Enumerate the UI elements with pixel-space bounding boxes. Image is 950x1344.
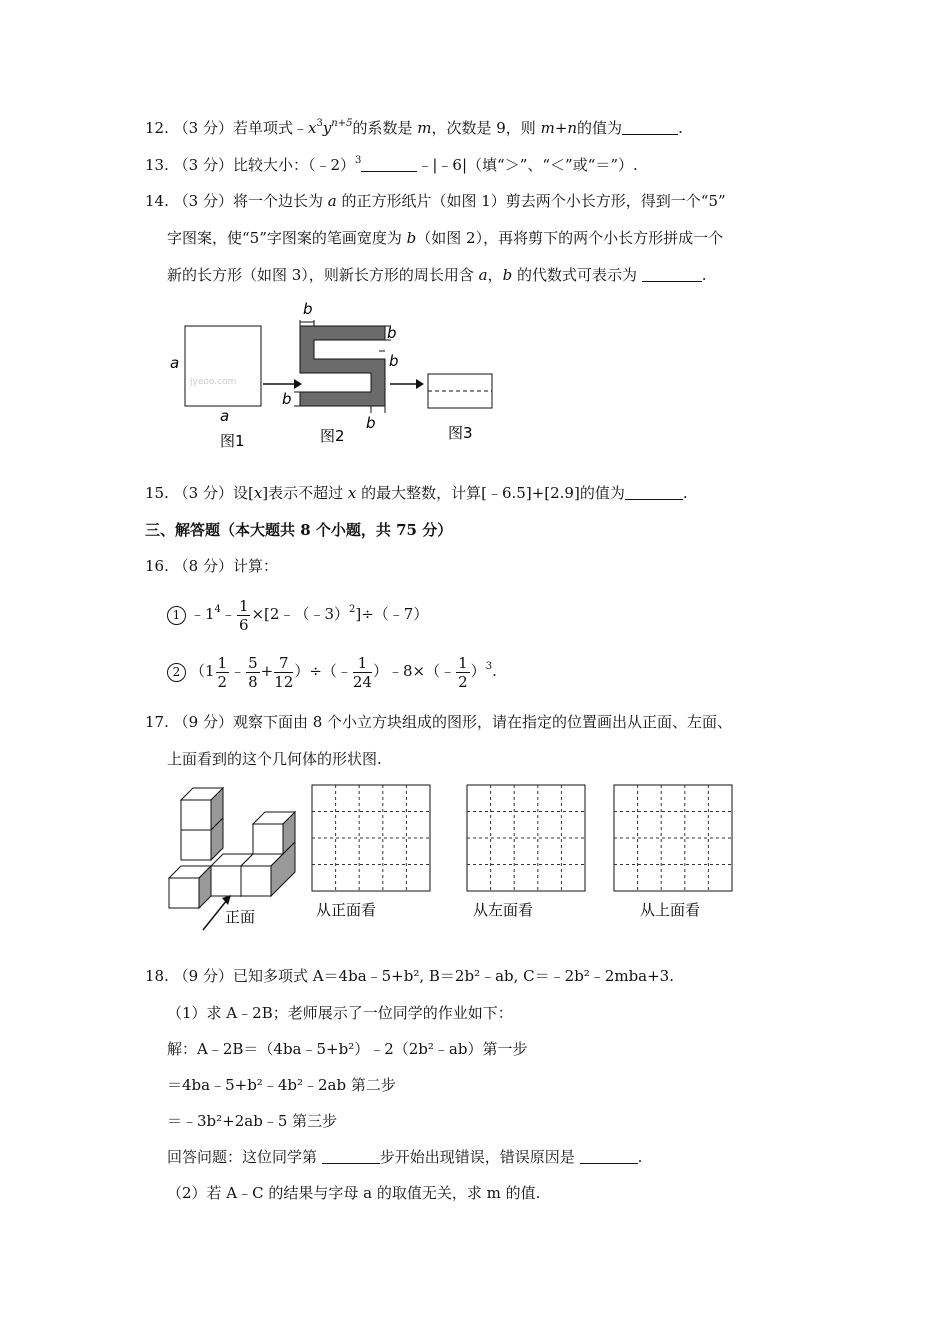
question-14-line-2: 字图案，使“5”字图案的笔画宽度为 b（如图 2），再将剪下的两个小长方形拼成一个 [167,229,724,247]
arrow-2-head [416,379,424,389]
label-b-bottom: b [366,414,376,432]
question-17-line-2: 上面看到的这个几何体的形状图. [167,750,382,768]
figure-2-caption: 图2 [320,427,345,445]
q16-part-2: 2 （1 $\frac{1}{2}$ ﹣ $\frac{5}{8}$ + $\frac{7}{12}$ ）÷（﹣ $\frac{1}{24}$ ）﹣8×（﹣ $\frac{1}{2}$ ）$^3$. [167,651,497,691]
question-17-line-1: 17. （9 分）观察下面由 8 个小立方块组成的图形，请在指定的位置画出从正面、左面、 [145,713,733,731]
section-3-heading: 三、解答题（本大题共 8 个小题，共 75 分） [145,521,453,539]
label-a-side: a [170,354,180,372]
view-grid-3[interactable] [614,785,732,891]
question-14-line-3: 新的长方形（如图 3），则新长方形的周长用含 a，b 的代数式可表示为 . [167,266,707,284]
label-a-bottom: a [220,407,230,425]
answer-blank[interactable] [642,267,702,282]
figure-1-caption: 图1 [220,432,245,450]
arrow-1-head [294,379,302,389]
q18-part-1: （1）求 A﹣2B；老师展示了一位同学的作业如下： [167,1004,513,1022]
left-view-label: 从左面看 [473,901,534,919]
label-b-top: b [303,300,313,318]
label-b-right-2: b [389,352,399,370]
fraction: $\frac{5}{8}$ [248,653,258,691]
front-arrow [203,900,227,930]
fraction: $\frac{1}{24}$ [352,653,372,691]
q16-part-1: 1 $﹣1^4﹣$ $\frac{1}{6}$ ×[2﹣（﹣3）$^2$]÷（﹣7） [167,594,428,634]
top-view-label: 从上面看 [640,901,701,919]
fraction: $\frac{7}{12}$ [274,653,294,691]
q18-step-2: ＝4ba﹣5+b²﹣4b²﹣2ab 第二步 [167,1076,396,1094]
view-grid-2[interactable] [467,785,585,891]
q18-step-1: 解：A﹣2B＝（4ba﹣5+b²）﹣2（2b²﹣ab）第一步 [167,1040,528,1058]
question-14-line-1: 14. （3 分）将一个边长为 a 的正方形纸片（如图 1）剪去两个小长方形，得到一个“5” [145,192,726,210]
cube-solid-figure [165,782,305,932]
answer-blank[interactable] [580,1149,638,1164]
watermark: jyeoo.com [190,377,237,387]
label-b-left: b [282,390,292,408]
square-figure-1 [185,326,261,406]
answer-blank[interactable] [361,157,417,172]
q14-figure [160,296,510,456]
fraction: $\frac{1}{6}$ [238,596,249,634]
figure-3-caption: 图3 [448,424,473,442]
answer-blank[interactable] [622,120,678,135]
front-view-label: 从正面看 [316,901,377,919]
q18-part-2: （2）若 A﹣C 的结果与字母 a 的取值无关，求 m 的值. [167,1184,541,1202]
five-shape-figure-2 [300,326,385,406]
question-12: 12. （3 分）若单项式$﹣x^3y^{n+5}$的系数是 m，次数是 9，则 m+n的值为 . [145,118,683,137]
answer-blank[interactable] [322,1149,380,1164]
answer-blank[interactable] [625,485,683,500]
fraction: $\frac{1}{2}$ [217,653,228,691]
question-18: 18. （9 分）已知多项式 A＝4ba﹣5+b², B＝2b²﹣ab, C＝﹣2b²﹣2mba+3. [145,967,674,985]
cubes [169,788,295,908]
question-13: 13. （3 分）比较大小：（﹣2）$^3$ ﹣|﹣6|（填“＞”、“＜”或“＝”）. [145,155,638,174]
view-grids [310,783,740,923]
front-label: 正面 [225,908,256,926]
question-16: 16. （8 分）计算： [145,557,278,575]
fraction: $\frac{1}{2}$ [458,653,468,691]
question-15: 15. （3 分）设[x]表示不超过 x 的最大整数，计算[﹣6.5]+[2.9]的值为 . [145,484,688,502]
q18-step-3: ＝﹣3b²+2ab﹣5 第三步 [167,1112,338,1130]
q18-answer-prompt: 回答问题：这位同学第 步开始出现错误，错误原因是 . [167,1148,643,1166]
view-grid-1[interactable] [312,785,430,891]
label-b-right-1: b [387,324,397,342]
grid-group [312,785,732,891]
